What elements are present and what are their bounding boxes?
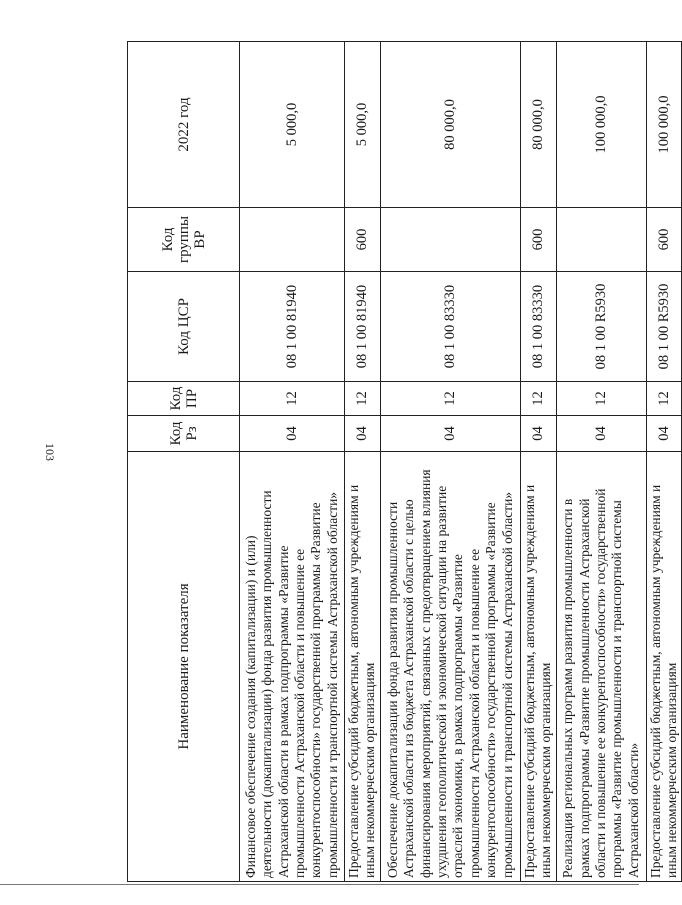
row-pr: 12 [345, 382, 381, 416]
budget-table [127, 41, 682, 882]
row-name: Предоставление субсидий бюджетным, автономным учреждениям и иным некоммерческим организациям [646, 452, 682, 882]
page-number: 103 [43, 443, 57, 461]
row-rz: 04 [646, 416, 682, 452]
row-rz: 04 [240, 416, 345, 452]
row-vr: 600 [345, 208, 381, 272]
row-pr: 12 [520, 382, 556, 416]
row-rz: 04 [556, 416, 646, 452]
table-row [380, 42, 520, 882]
row-pr: 12 [240, 382, 345, 416]
row-csr: 08 1 00 R5930 [646, 272, 682, 382]
row-csr: 08 1 00 R5930 [556, 272, 646, 382]
row-value: 80 000,0 [520, 42, 556, 208]
row-csr: 08 1 00 81940 [345, 272, 381, 382]
row-value: 5 000,0 [240, 42, 345, 208]
row-value: 80 000,0 [380, 42, 520, 208]
header-name: Наименование показателя [128, 452, 240, 882]
row-pr: 12 [646, 382, 682, 416]
header-pr: Код ПР [128, 382, 240, 416]
row-name: Реализация региональных программ развития промышленности в рамках подпрограммы «Развитие промышленности Астраханской области и повышение ее конкурентоспособности» государственной программы «Развитие промышленности и транспортной системы Астраханской области» [556, 452, 646, 882]
row-vr [240, 208, 345, 272]
table-row [646, 42, 682, 882]
bottom-divider [0, 884, 639, 885]
row-csr: 08 1 00 83330 [520, 272, 556, 382]
row-value: 5 000,0 [345, 42, 381, 208]
row-name: Обеспечение докапитализации фонда развития промышленности Астраханской области из бюджета Астраханской области с целью финансирования мероприятий, связанных с предотвращением влияния ухудшения геополитической и экономической ситуации на развитие отраслей экономики, в рамках подпрограммы «Развитие промышленности Астраханской области и повышение ее конкурентоспособности» государственной программы «Развитие промышленности и транспортной системы Астраханской области» [380, 452, 520, 882]
row-rz: 04 [520, 416, 556, 452]
row-value: 100 000,0 [556, 42, 646, 208]
row-vr [556, 208, 646, 272]
row-rz: 04 [345, 416, 381, 452]
table-row [556, 42, 646, 882]
table-row [345, 42, 381, 882]
budget-table-container [127, 42, 680, 882]
row-csr: 08 1 00 81940 [240, 272, 345, 382]
row-vr: 600 [646, 208, 682, 272]
row-name: Предоставление субсидий бюджетным, автономным учреждениям и иным некоммерческим организациям [520, 452, 556, 882]
table-header-row [128, 42, 240, 882]
row-pr: 12 [556, 382, 646, 416]
row-name: Предоставление субсидий бюджетным, автономным учреждениям и иным некоммерческим организациям [345, 452, 381, 882]
row-vr: 600 [520, 208, 556, 272]
header-year: 2022 год [128, 42, 240, 208]
row-vr [380, 208, 520, 272]
row-rz: 04 [380, 416, 520, 452]
row-csr: 08 1 00 83330 [380, 272, 520, 382]
header-vr: Код группы ВР [128, 208, 240, 272]
row-name: Финансовое обеспечение создания (капитализации) и (или) деятельности (докапитализации) фонда развития промышленности Астраханской области в рамках подпрограммы «Развитие промышленности Астраханской области и повышение ее конкурентоспособности» государственной программы «Развитие промышленности и транспортной системы Астраханской области» [240, 452, 345, 882]
row-value: 100 000,0 [646, 42, 682, 208]
table-row [520, 42, 556, 882]
header-rz: Код Рз [128, 416, 240, 452]
row-pr: 12 [380, 382, 520, 416]
header-csr: Код ЦСР [128, 272, 240, 382]
table-row [240, 42, 345, 882]
